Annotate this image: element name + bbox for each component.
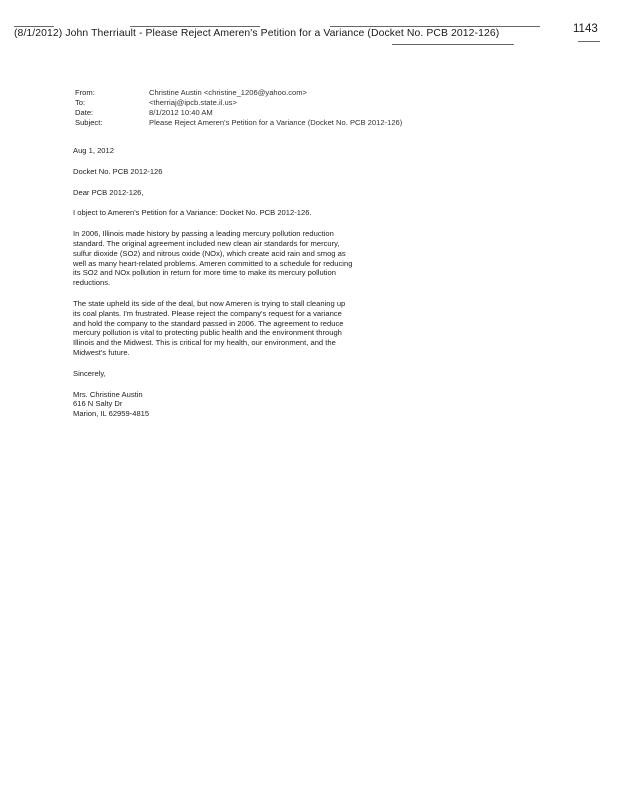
page-number: 1143 [573, 23, 598, 35]
from-value: Christine Austin <christine_1206@yahoo.com> [149, 88, 307, 97]
from-label: From: [75, 88, 95, 97]
email-body [73, 146, 353, 419]
signature-city: Marion, IL 62959-4815 [73, 409, 150, 419]
header-rule-mid [130, 26, 260, 27]
signature-street: 616 N Salty Dr [73, 399, 123, 409]
paragraph-request: The state upheld its side of the deal, but now Ameren is trying to stall cleaning up its coal plants. I'm frustrated. Please reject the company's request for a variance and hold the company to the standard passed in 2006. The agreement to reduce mercury pollution is vital to protecting public health and the environment through Illinois and the Midwest. This is critical for my health, our environment, and the Midwest's future. [73, 298, 346, 357]
email-headers [75, 88, 455, 128]
closing: Sincerely, [73, 368, 106, 378]
paragraph-history: In 2006, Illinois made history by passing a leading mercury pollution reduction standard. The original agreement included new clean air standards for mercury, sulfur dioxide (SO2) and nitrous oxide (NOx), which create acid rain and smog as well as many heart-related problems. Ameren committed to a schedule for reducing its SO2 and NOx pollution in return for more time to make its mercury pollution reductions. [73, 229, 353, 288]
docket-line: Docket No. PCB 2012-126 [73, 166, 163, 176]
from-row [75, 88, 455, 98]
date-row [75, 108, 455, 118]
subject-label: Subject: [75, 118, 103, 127]
to-row [75, 98, 455, 108]
header-rule-left [14, 26, 54, 27]
to-value: <therriaj@ipcb.state.il.us> [149, 98, 237, 107]
signature-block [73, 390, 353, 419]
subject-row [75, 118, 455, 128]
salutation: Dear PCB 2012-126, [73, 187, 144, 197]
header-rule-right [330, 26, 540, 27]
to-label: To: [75, 98, 86, 107]
signature-name: Mrs. Christine Austin [73, 389, 143, 399]
header-rule-under [392, 44, 514, 45]
page-number-rule [578, 41, 600, 42]
document-header-title: (8/1/2012) John Therriault - Please Reject Ameren's Petition for a Variance (Docket No. PCB 2012-126) [14, 28, 500, 39]
paragraph-objection: I object to Ameren's Petition for a Variance: Docket No. PCB 2012-126. [73, 208, 312, 218]
letter-date: Aug 1, 2012 [73, 146, 114, 155]
date-value: 8/1/2012 10:40 AM [149, 108, 213, 117]
date-label: Date: [75, 108, 94, 117]
subject-value: Please Reject Ameren's Petition for a Variance (Docket No. PCB 2012-126) [149, 118, 403, 127]
